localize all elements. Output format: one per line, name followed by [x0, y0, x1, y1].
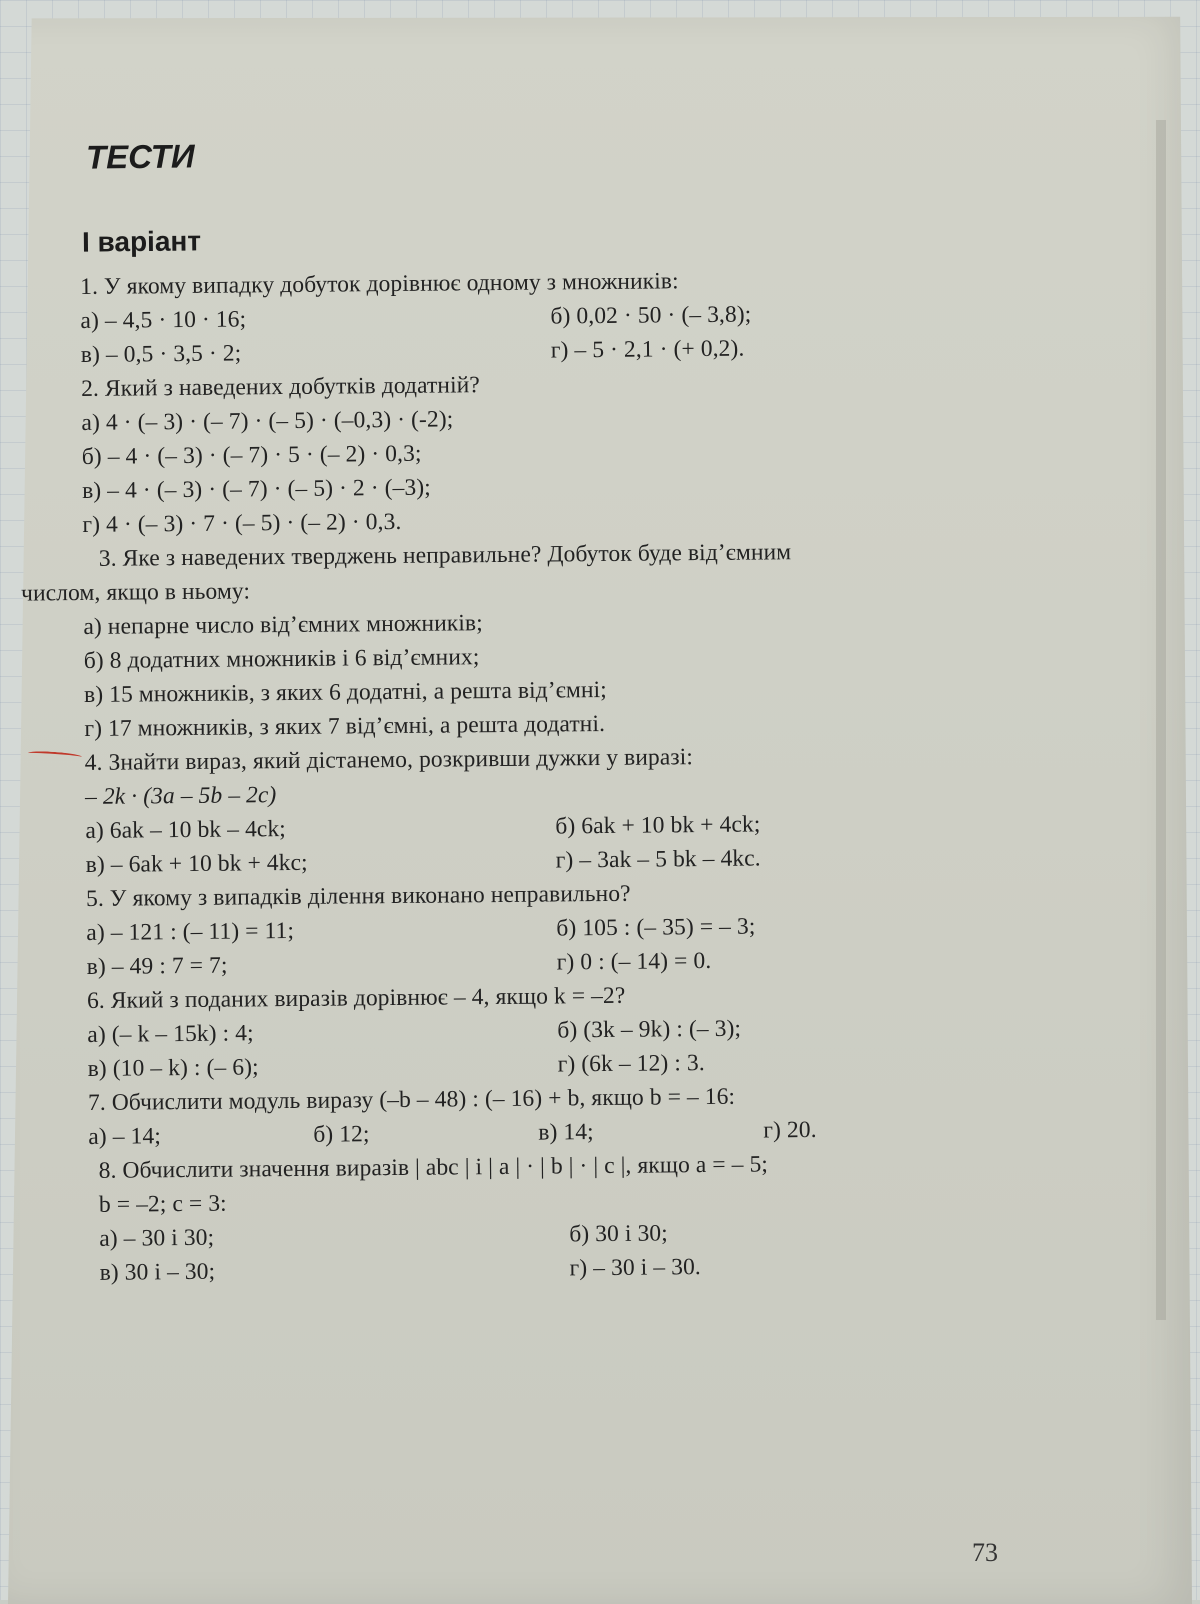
question-8-text-line-2: b = –2; c = 3:: [98, 1190, 227, 1218]
page-shadow: [1156, 120, 1166, 1320]
page-title: ТЕСТИ: [85, 137, 195, 176]
question-7-option-b: б) 12;: [313, 1121, 370, 1148]
question-1-text: 1. У якому випадку добуток дорівнює одному з множників:: [80, 268, 679, 300]
question-2-option-a: а) 4 · (– 3) · (– 7) · (– 5) · (–0,3) · (-2);: [81, 406, 454, 436]
question-6: [87, 975, 1008, 1086]
question-4-expression: – 2k · (3a – 5b – 2c): [84, 782, 277, 810]
question-8-text-line-1: 8. Обчислити значення виразів | abc | і | a | · | b | · | c |, якщо a = – 5;: [98, 1151, 769, 1184]
question-6-text: 6. Який з поданих виразів дорівнює – 4, якщо k = –2?: [86, 982, 626, 1014]
question-5-option-g: г) 0 : (– 14) = 0.: [556, 947, 712, 976]
variant-heading: І варіант: [81, 225, 202, 258]
question-2-text: 2. Який з наведених добутків додатній?: [81, 372, 480, 402]
question-3-text-line-1: 3. Яке з наведених тверджень неправильне? Добуток буде від’ємним: [98, 539, 792, 572]
question-7-option-v: в) 14;: [538, 1119, 594, 1146]
question-5: [86, 873, 1007, 984]
question-8: [88, 1145, 1009, 1290]
question-5-option-b: б) 105 : (– 35) = – 3;: [556, 913, 756, 942]
question-8-option-g: г) – 30 і – 30.: [569, 1254, 701, 1282]
question-1-option-g: г) – 5 · 2,1 · (+ 0,2).: [550, 335, 745, 364]
question-7: [88, 1077, 1009, 1154]
question-7-text: 7. Обчислити модуль виразу (–b – 48) : (– 16) + b, якщо b = – 16:: [87, 1083, 736, 1116]
question-5-option-a: а) – 121 : (– 11) = 11;: [86, 917, 295, 946]
question-2: [81, 363, 1003, 542]
question-4-option-v: в) – 6ak + 10 bk + 4kc;: [85, 849, 308, 878]
question-6-option-v: в) (10 – k) : (– 6);: [87, 1054, 259, 1082]
question-3: [20, 533, 1005, 746]
question-4-option-a: а) 6ak – 10 bk – 4ck;: [85, 816, 287, 844]
question-8-option-v: в) 30 і – 30;: [99, 1258, 216, 1286]
page-number: 73: [972, 1538, 998, 1567]
question-1-option-v: в) – 0,5 · 3,5 · 2;: [80, 340, 242, 368]
question-2-option-b: б) – 4 · (– 3) · (– 7) · 5 · (– 2) · 0,3;: [81, 440, 422, 470]
question-2-option-g: г) 4 · (– 3) · 7 · (– 5) · (– 2) · 0,3.: [82, 508, 402, 538]
question-3-text-line-2: числом, якщо в ньому:: [20, 578, 251, 607]
question-2-option-v: в) – 4 · (– 3) · (– 7) · (– 5) · 2 · (–3);: [81, 474, 431, 504]
question-3-option-v: в) 15 множників, з яких 6 додатні, а решта від’ємні;: [83, 676, 607, 708]
question-6-option-a: а) (– k – 15k) : 4;: [87, 1020, 254, 1048]
question-1: [80, 261, 1001, 372]
question-6-option-b: б) (3k – 9k) : (– 3);: [557, 1015, 742, 1044]
question-6-option-g: г) (6k – 12) : 3.: [557, 1050, 705, 1078]
question-7-option-a: а) – 14;: [88, 1123, 162, 1150]
question-3-option-g: г) 17 множників, з яких 7 від’ємні, а решта додатні.: [84, 710, 606, 742]
question-4: [85, 737, 1006, 882]
question-8-option-a: а) – 30 і 30;: [99, 1224, 215, 1252]
question-1-option-b: б) 0,02 · 50 · (– 3,8);: [550, 301, 752, 330]
question-3-option-b: б) 8 додатних множників і 6 від’ємних;: [83, 644, 480, 674]
question-7-option-g: г) 20.: [763, 1116, 817, 1144]
question-4-text: 4. Знайти вираз, який дістанемо, розкривши дужки у виразі:: [84, 744, 694, 776]
question-4-option-g: г) – 3ak – 5 bk – 4kc.: [555, 845, 761, 874]
question-8-option-b: б) 30 і 30;: [569, 1220, 668, 1248]
question-4-option-b: б) 6ak + 10 bk + 4ck;: [555, 811, 761, 840]
question-5-text: 5. У якому з випадків ділення виконано неправильно?: [85, 880, 631, 912]
test-questions: [20, 261, 1010, 1290]
question-1-option-a: а) – 4,5 · 10 · 16;: [80, 306, 247, 334]
question-3-option-a: а) непарне число від’ємних множників;: [83, 610, 483, 640]
question-5-option-v: в) – 49 : 7 = 7;: [86, 952, 228, 980]
